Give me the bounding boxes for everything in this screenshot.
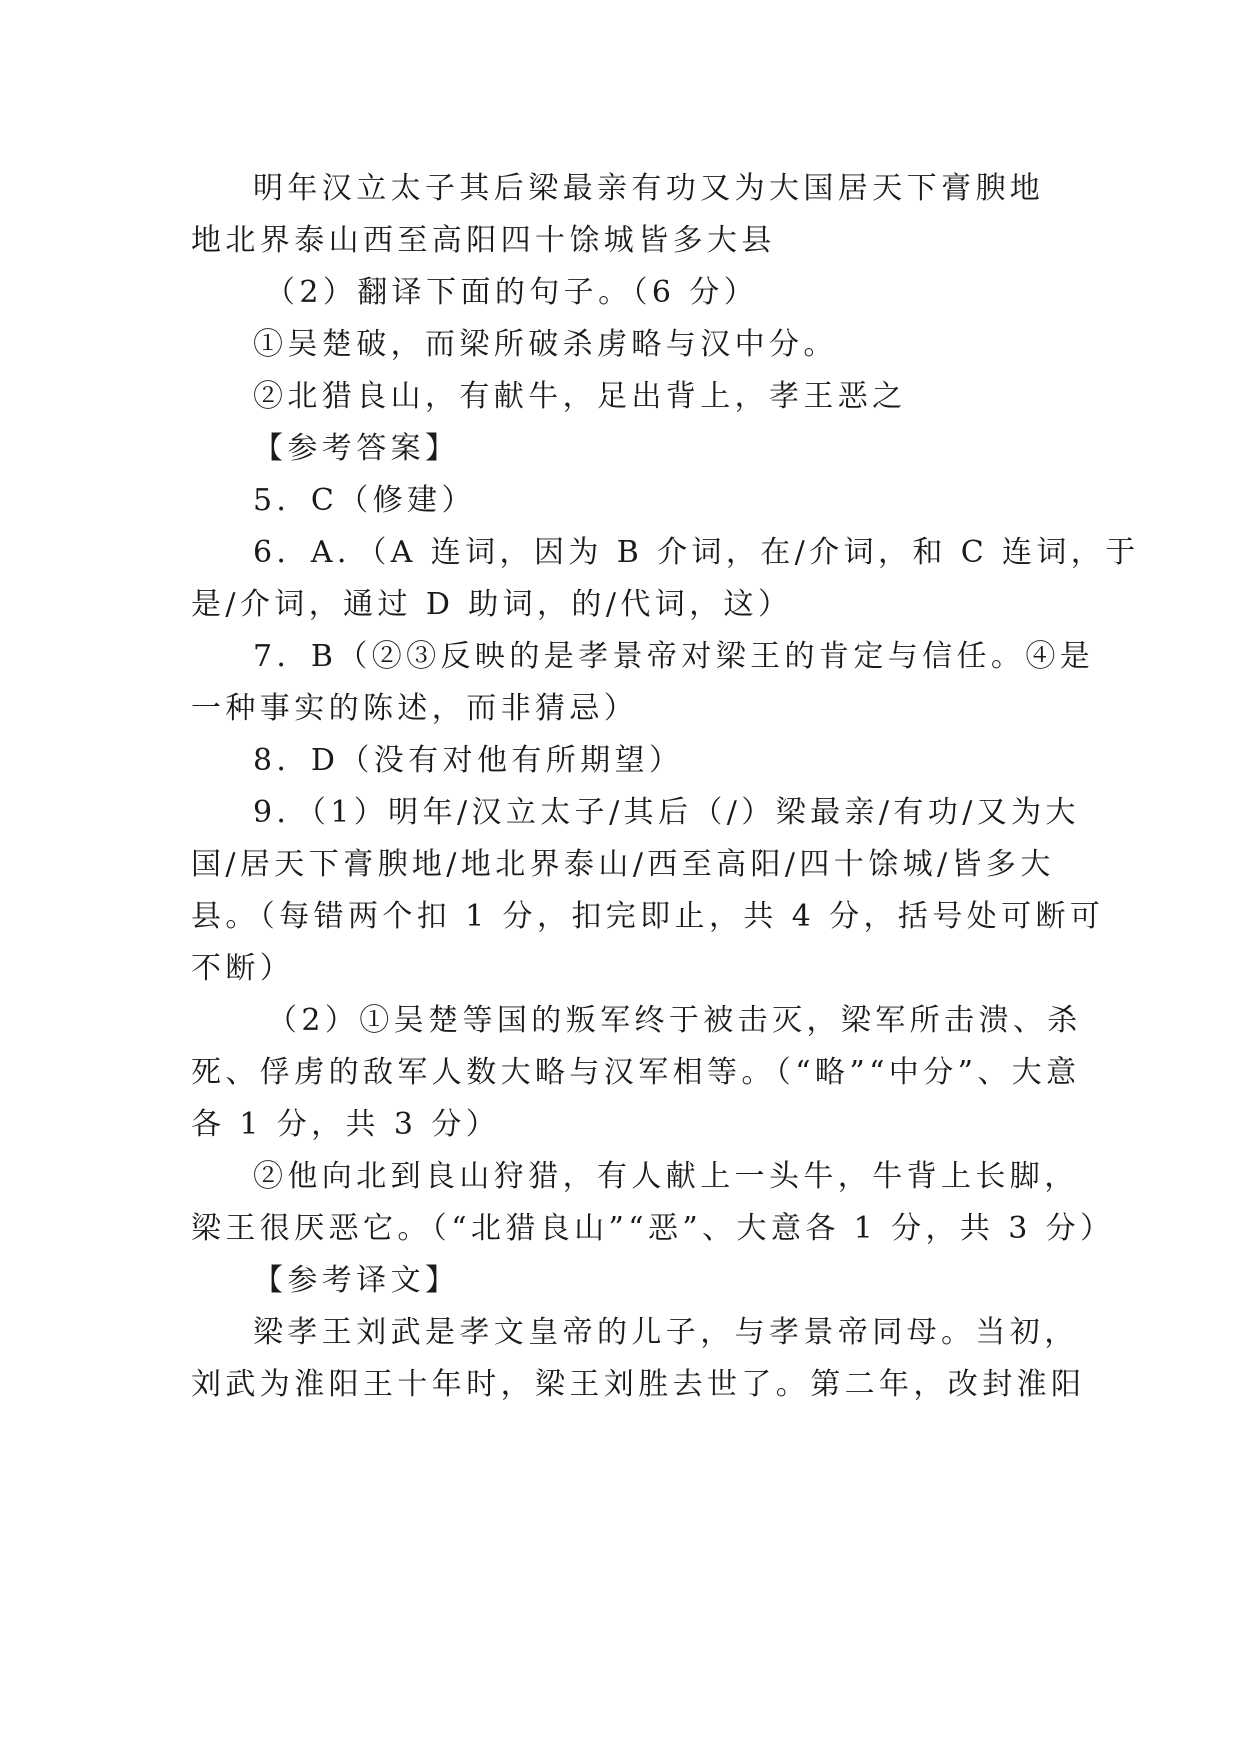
answer-line: 5．C（修建）: [253, 483, 476, 518]
section-heading: 【参考答案】: [253, 431, 460, 466]
answer-line: 9．（1）明年/汉立太子/其后（/）梁最亲/有功/又为大: [253, 795, 1080, 830]
answer-line: 8．D（没有对他有所期望）: [253, 743, 684, 778]
answer-line: 死、俘虏的敌军人数大略与汉军相等。（“略”“中分”、大意: [191, 1055, 1081, 1090]
answer-line: 7．B（②③反映的是孝景帝对梁王的肯定与信任。④是: [253, 639, 1095, 674]
answer-line: 国/居天下膏腴地/地北界泰山/西至高阳/四十馀城/皆多大: [191, 847, 1055, 882]
text-line: （2）翻译下面的句子。（6 分）: [265, 275, 759, 310]
answer-line: ②他向北到良山狩猎，有人献上一头牛，牛背上长脚，: [253, 1159, 1079, 1194]
translation-line: 刘武为淮阳王十年时，梁王刘胜去世了。第二年，改封淮阳: [191, 1367, 1086, 1402]
answer-line: （2）①吴楚等国的叛军终于被击灭，梁军所击溃、杀: [267, 1003, 1082, 1038]
answer-line: 6．A．（A 连词，因为 B 介词，在/介词，和 C 连词，于: [253, 535, 1140, 570]
answer-line: 各 1 分，共 3 分）: [191, 1107, 501, 1142]
answer-line: 不断）: [191, 951, 295, 986]
text-line: 明年汉立太子其后梁最亲有功又为大国居天下膏腴地: [253, 171, 1045, 206]
text-line: ②北猎良山，有献牛，足出背上，孝王恶之: [253, 379, 907, 414]
answer-line: 县。（每错两个扣 1 分，扣完即止，共 4 分，括号处可断可: [191, 899, 1105, 934]
answer-line: 一种事实的陈述，而非猜忌）: [191, 691, 639, 726]
section-heading: 【参考译文】: [253, 1263, 460, 1298]
translation-line: 梁孝王刘武是孝文皇帝的儿子，与孝景帝同母。当初，: [253, 1315, 1079, 1350]
text-line: 地北界泰山西至高阳四十馀城皆多大县: [191, 223, 776, 258]
answer-line: 梁王很厌恶它。（“北猎良山”“恶”、大意各 1 分，共 3 分）: [191, 1211, 1115, 1246]
answer-line: 是/介词，通过 D 助词，的/代词，这）: [191, 587, 793, 622]
text-line: ①吴楚破，而梁所破杀虏略与汉中分。: [253, 327, 838, 362]
